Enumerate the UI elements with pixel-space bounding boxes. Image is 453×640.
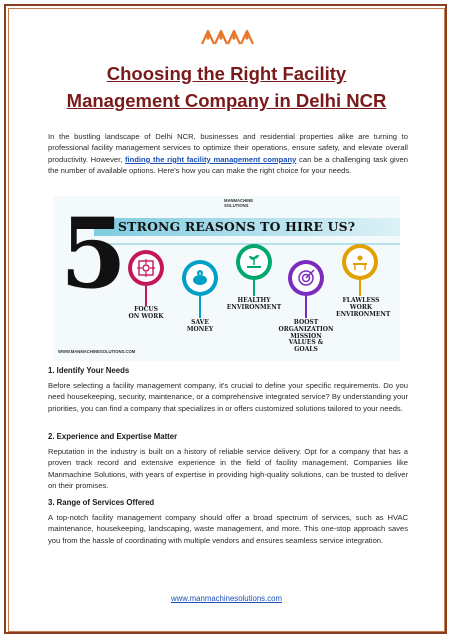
reason-label-4: BOOST ORGANIZATION MISSION VALUES & GOALS: [278, 319, 334, 354]
banner-website: WWW.MANMACHINESOLUTIONS.COM: [58, 349, 136, 354]
section-2-text: Reputation in the industry is built on a history of reliable service delivery. Opt for a company that has a proven track record and extensive experience in the field of facility management. Companies like Manmachine Solutions, with years of expertise in providing high-quality solutions, can be trusted to deliver on their promises.: [48, 447, 408, 491]
banner-heading: STRONG REASONS TO HIRE US?: [118, 219, 356, 234]
plant-hand-icon: [245, 253, 263, 271]
reason-label-2: SAVE MONEY: [186, 319, 214, 333]
target-arrow-icon: [297, 269, 315, 287]
piggy-bank-icon: [191, 269, 209, 287]
brand-logo-icon: [200, 26, 256, 48]
intro-text-before: In the bustling landscape of Delhi NCR, businesses and residential properties alike are turning to professional facility management services to optimize their operations, ensure safety, and elevate overall productivity. However,: [48, 132, 408, 164]
page-title-line-1: Choosing the Right Facility: [106, 63, 347, 84]
intro-paragraph: [48, 131, 408, 177]
page-title-line-2: Management Company in Delhi NCR: [66, 90, 387, 111]
section-3-text: A top-notch facility management company should offer a broad spectrum of services, such as HVAC maintenance, housekeeping, landscaping, waste management, and more. This one-stop approach saves you from the hassle of coordinating with multiple vendors and ensures seamless service integration.: [48, 513, 408, 545]
footer-website-link[interactable]: www.manmachinesolutions.com: [171, 594, 282, 603]
reasons-banner: [54, 196, 400, 361]
reason-label-3: HEALTHY ENVIRONMENT: [226, 297, 282, 311]
reason-label-1: FOCUS ON WORK: [128, 306, 164, 320]
svg-text:$: $: [198, 272, 202, 277]
section-1-text: Before selecting a facility management company, it's crucial to define your specific requirements. Do you need housekeeping, security, maintenance, or a comprehensive integrated service? By understanding your priorities, you can find a company that specializes in or offers customized solutions tailored to your needs.: [48, 381, 408, 413]
section-3-heading: 3. Range of Services Offered: [48, 498, 155, 507]
desk-worker-icon: [351, 253, 369, 271]
section-1-heading: 1. Identify Your Needs: [48, 366, 130, 375]
banner-brand: MANMACHINE SOLUTIONS: [224, 198, 254, 208]
intro-text-after: can be a challenging task given the number of available options. Here's how you can make the right choice for your needs.: [48, 154, 408, 176]
banner-number: 5: [60, 197, 127, 310]
section-2-heading: 2. Experience and Expertise Matter: [48, 432, 178, 441]
intro-link[interactable]: finding the right facility management company: [125, 154, 297, 164]
reason-label-5: FLAWLESS WORK ENVIRONMENT: [336, 297, 391, 318]
focus-target-icon: [137, 259, 155, 277]
